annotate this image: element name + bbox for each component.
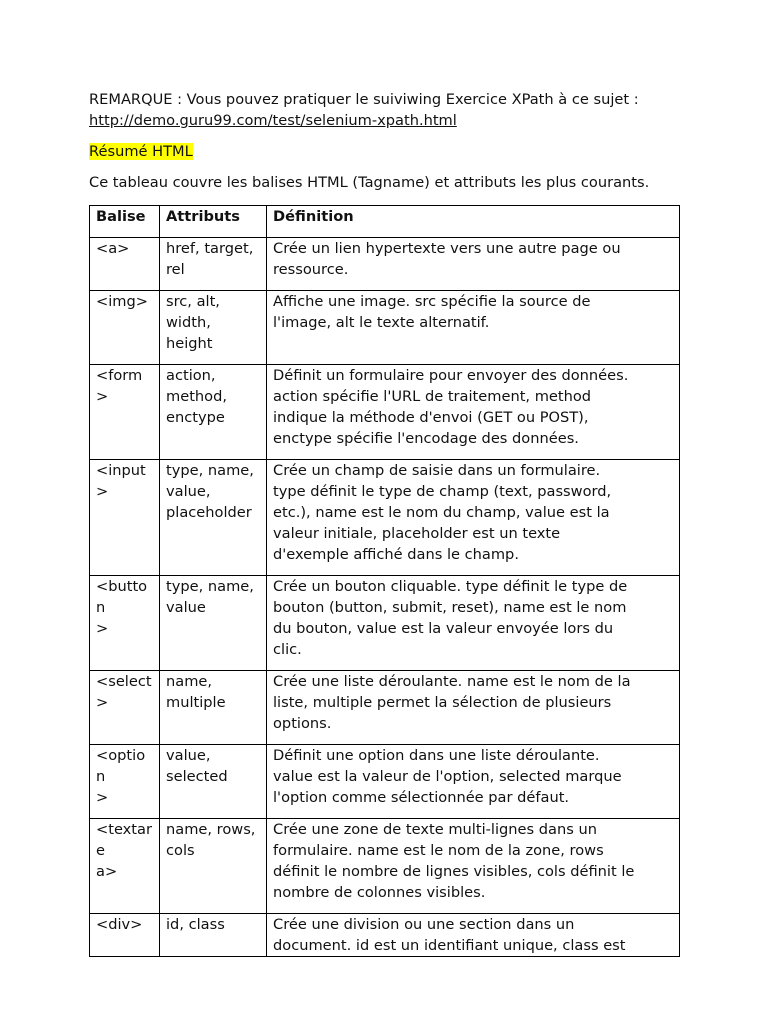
cell-definition-line: Crée un champ de saisie dans un formulaire.: [273, 462, 601, 479]
cell-definition-line: du bouton, value est la valeur envoyée lors du: [273, 620, 614, 637]
cell-balise-line: <img>: [96, 293, 148, 310]
cell-definition-line: d'exemple affiché dans le champ.: [273, 546, 519, 563]
cell-attributs: [160, 460, 267, 576]
cell-definition: [267, 914, 680, 957]
html-tags-table: [89, 205, 680, 957]
table-row: [90, 291, 680, 365]
cell-balise: [90, 671, 160, 745]
cell-balise-line: <form>: [96, 367, 143, 405]
cell-attributs-line: enctype: [166, 409, 225, 426]
cell-definition: [267, 291, 680, 365]
cell-attributs-line: multiple: [166, 694, 226, 711]
cell-attributs-line: placeholder: [166, 504, 252, 521]
cell-attributs-line: type, name,: [166, 578, 254, 595]
cell-attributs: [160, 914, 267, 957]
cell-balise: [90, 819, 160, 914]
cell-definition-line: Crée un bouton cliquable. type définit le type de: [273, 578, 628, 595]
cell-balise-line: <a>: [96, 240, 130, 257]
cell-definition-line: indique la méthode d'envoi (GET ou POST),: [273, 409, 589, 426]
cell-definition-line: type définit le type de champ (text, password,: [273, 483, 612, 500]
cell-attributs-line: value,: [166, 747, 211, 764]
cell-balise-line: >: [96, 694, 109, 711]
cell-definition-line: enctype spécifie l'encodage des données.: [273, 430, 579, 447]
cell-attributs-line: type, name,: [166, 462, 254, 479]
cell-definition-line: liste, multiple permet la sélection de plusieurs: [273, 694, 612, 711]
table-row: [90, 671, 680, 745]
cell-balise: [90, 914, 160, 957]
cell-balise: [90, 291, 160, 365]
cell-balise: [90, 365, 160, 460]
cell-definition-line: ressource.: [273, 261, 349, 278]
cell-attributs-line: width, height: [166, 314, 213, 352]
table-row: [90, 576, 680, 671]
cell-attributs-line: rel: [166, 261, 185, 278]
header-attributs: Attributs: [160, 206, 267, 238]
cell-definition-line: l'image, alt le texte alternatif.: [273, 314, 490, 331]
cell-definition: [267, 819, 680, 914]
cell-balise: [90, 238, 160, 291]
cell-balise-line: >: [96, 789, 109, 806]
cell-balise-line: <select: [96, 673, 152, 690]
cell-definition-line: Crée une zone de texte multi-lignes dans un: [273, 821, 597, 838]
section-heading: Résumé HTML: [89, 143, 193, 160]
cell-balise: [90, 745, 160, 819]
table-body: [90, 238, 680, 957]
cell-definition: [267, 238, 680, 291]
cell-definition-line: l'option comme sélectionnée par défaut.: [273, 789, 570, 806]
cell-attributs: [160, 671, 267, 745]
cell-attributs-line: action,: [166, 367, 216, 384]
cell-balise-line: <textare: [96, 821, 152, 859]
cell-attributs-line: name, rows,: [166, 821, 256, 838]
cell-attributs-line: id, class: [166, 916, 225, 933]
cell-definition-line: options.: [273, 715, 332, 732]
cell-balise-line: <option: [96, 747, 146, 785]
cell-attributs-line: value,: [166, 483, 211, 500]
cell-definition-line: valeur initiale, placeholder est un texte: [273, 525, 561, 542]
document-page: [89, 89, 680, 957]
cell-attributs-line: cols: [166, 842, 195, 859]
cell-attributs: [160, 819, 267, 914]
table-row: [90, 238, 680, 291]
cell-definition-line: bouton (button, submit, reset), name est le nom: [273, 599, 627, 616]
cell-definition-line: action spécifie l'URL de traitement, method: [273, 388, 592, 405]
cell-definition-line: clic.: [273, 641, 302, 658]
cell-balise-line: <button: [96, 578, 148, 616]
cell-definition: [267, 365, 680, 460]
cell-attributs: [160, 291, 267, 365]
xpath-exercise-link[interactable]: http://demo.guru99.com/test/selenium-xpath.html: [89, 112, 457, 129]
cell-definition-line: nombre de colonnes visibles.: [273, 884, 486, 901]
cell-definition-line: Crée une division ou une section dans un: [273, 916, 575, 933]
cell-definition-line: value est la valeur de l'option, selected marque: [273, 768, 622, 785]
cell-balise-line: <input>: [96, 462, 146, 500]
table-row: [90, 745, 680, 819]
table-row: [90, 365, 680, 460]
cell-balise: [90, 576, 160, 671]
cell-balise-line: >: [96, 620, 109, 637]
table-row: [90, 914, 680, 957]
cell-balise: [90, 460, 160, 576]
header-definition: Définition: [267, 206, 680, 238]
cell-definition-line: Crée une liste déroulante. name est le nom de la: [273, 673, 631, 690]
cell-definition: [267, 745, 680, 819]
remark-paragraph: [89, 89, 680, 131]
cell-definition-line: etc.), name est le nom du champ, value est la: [273, 504, 610, 521]
table-row: [90, 460, 680, 576]
table-row: [90, 819, 680, 914]
cell-attributs-line: value: [166, 599, 206, 616]
section-heading-wrapper: [89, 141, 680, 162]
cell-definition-line: Définit une option dans une liste déroulante.: [273, 747, 600, 764]
cell-attributs-line: selected: [166, 768, 228, 785]
cell-definition-line: Affiche une image. src spécifie la source de: [273, 293, 591, 310]
cell-definition: [267, 460, 680, 576]
cell-definition: [267, 671, 680, 745]
cell-attributs-line: method,: [166, 388, 227, 405]
intro-paragraph: Ce tableau couvre les balises HTML (Tagname) et attributs les plus courants.: [89, 174, 650, 191]
cell-attributs: [160, 576, 267, 671]
cell-attributs: [160, 745, 267, 819]
cell-attributs: [160, 365, 267, 460]
remark-text: REMARQUE : Vous pouvez pratiquer le suiviwing Exercice XPath à ce sujet :: [89, 91, 639, 108]
cell-balise-line: <div>: [96, 916, 143, 933]
cell-balise-line: a>: [96, 863, 118, 880]
cell-definition-line: Définit un formulaire pour envoyer des données.: [273, 367, 629, 384]
cell-definition: [267, 576, 680, 671]
cell-attributs: [160, 238, 267, 291]
cell-definition-line: Crée un lien hypertexte vers une autre page ou: [273, 240, 621, 257]
cell-definition-line: formulaire. name est le nom de la zone, rows: [273, 842, 604, 859]
table-header-row: [90, 206, 680, 238]
cell-definition-line: document. id est un identifiant unique, class est: [273, 937, 626, 954]
cell-definition-line: définit le nombre de lignes visibles, cols définit le: [273, 863, 635, 880]
header-balise: Balise: [90, 206, 160, 238]
cell-attributs-line: href, target,: [166, 240, 254, 257]
cell-attributs-line: src, alt,: [166, 293, 220, 310]
cell-attributs-line: name,: [166, 673, 213, 690]
